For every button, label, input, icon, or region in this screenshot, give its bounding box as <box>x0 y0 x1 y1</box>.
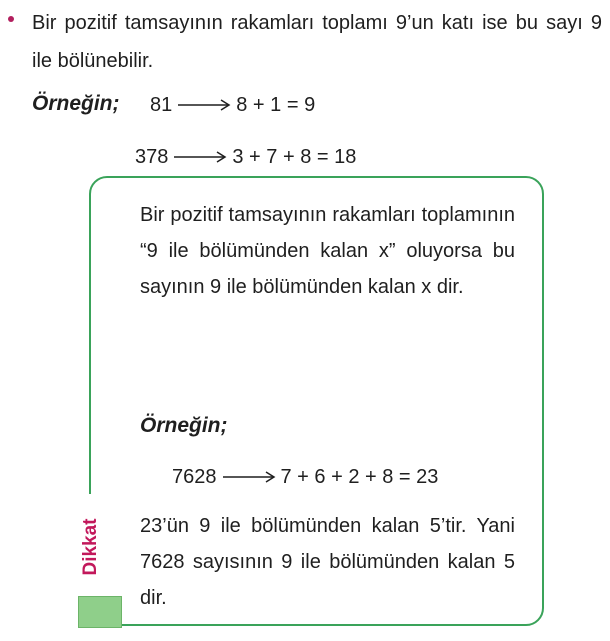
example-number: 378 <box>135 145 169 168</box>
bullet-dot-icon <box>8 16 14 22</box>
example-row-1 <box>150 92 315 118</box>
dikkat-tab-label: Dikkat <box>80 518 101 576</box>
example-row-2 <box>135 144 356 170</box>
dikkat-example-row <box>172 464 438 490</box>
dikkat-conclusion: 23’ün 9 ile bölümünden kalan 5’tir. Yani 7628 sayısının 9 ile bölümünden kalan 5 dir. <box>140 515 515 609</box>
example-sum: 8 + 1 = 9 <box>236 93 316 116</box>
example-label: Örneğin; <box>32 92 120 115</box>
tab-square-icon <box>78 596 122 628</box>
dikkat-paragraph: Bir pozitif tamsayının rakamları toplamının “9 ile bölümünden kalan x” oluyorsa bu sayının 9 ile bölümünden kalan x dir. <box>140 204 515 298</box>
example-sum: 3 + 7 + 8 = 18 <box>232 145 357 168</box>
dikkat-example-label: Örneğin; <box>140 414 228 437</box>
example-sum: 7 + 6 + 2 + 8 = 23 <box>280 465 439 488</box>
rule-text: Bir pozitif tamsayının rakamları toplamı 9’un katı ise bu sayı 9 ile bölünebilir. <box>32 12 602 72</box>
long-right-arrow-icon <box>221 470 277 484</box>
example-number: 7628 <box>172 465 217 488</box>
long-right-arrow-icon <box>172 150 228 164</box>
example-number: 81 <box>150 93 173 116</box>
long-right-arrow-icon <box>176 98 232 112</box>
